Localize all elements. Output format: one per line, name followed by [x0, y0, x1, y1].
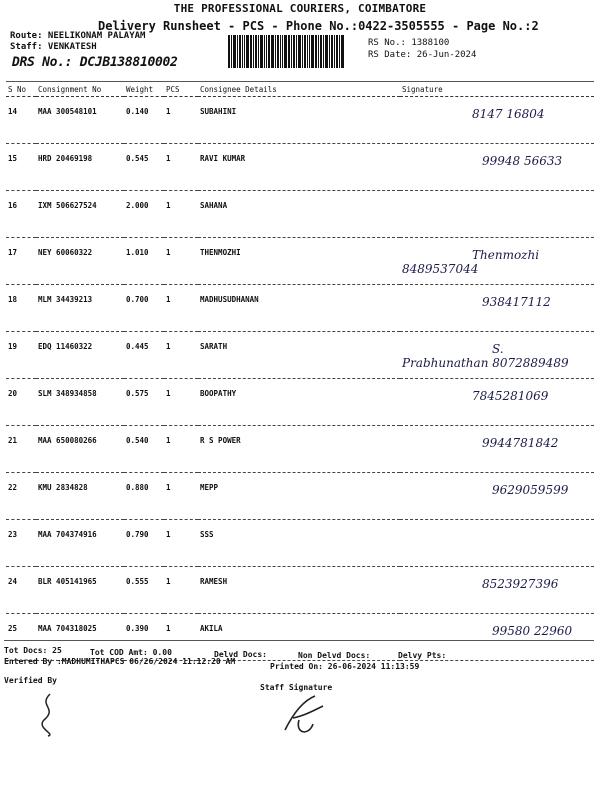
cell-consignee: MEPP — [198, 473, 400, 520]
cell-consignment: EDQ 11460322 — [36, 332, 124, 379]
table-row — [6, 97, 594, 144]
cell-signature — [400, 473, 594, 520]
handwritten-note: 99580 22960 — [492, 624, 573, 638]
cell-pcs: 1 — [164, 97, 198, 144]
cell-signature — [400, 567, 594, 614]
cell-signature — [400, 426, 594, 473]
rs-number: RS No.: 1388100 — [368, 38, 450, 48]
cell-sno: 20 — [6, 379, 36, 426]
non-delivered-docs: Non Delvd Docs: — [298, 651, 371, 660]
cell-pcs: 1 — [164, 332, 198, 379]
cell-consignee: AKILA — [198, 614, 400, 661]
col-consignment: Consignment No — [36, 82, 124, 97]
cell-weight: 0.555 — [124, 567, 164, 614]
cell-pcs: 1 — [164, 426, 198, 473]
staff-label: Staff: VENKATESH — [10, 42, 97, 52]
delivery-points: Delvy Pts: — [398, 651, 447, 660]
handwritten-note: 7845281069 — [472, 389, 549, 403]
verified-signature-mark — [30, 690, 70, 740]
table-row — [6, 285, 594, 332]
cell-consignment: NEY 60060322 — [36, 238, 124, 285]
route-label: Route: NEELIKONAM PALAYAM — [10, 31, 146, 41]
cell-sno: 14 — [6, 97, 36, 144]
cell-consignee: RAMESH — [198, 567, 400, 614]
cell-weight: 0.545 — [124, 144, 164, 191]
cell-sno: 21 — [6, 426, 36, 473]
table-row — [6, 426, 594, 473]
table-row — [6, 520, 594, 567]
cell-consignment: MAA 704318025 — [36, 614, 124, 661]
handwritten-note: S. Prabhunathan 8072889489 — [402, 342, 569, 370]
cell-weight: 0.790 — [124, 520, 164, 567]
delivered-docs: Delvd Docs: — [214, 650, 267, 659]
col-signature: Signature — [400, 82, 594, 97]
table-row — [6, 567, 594, 614]
handwritten-note: 99948 56633 — [482, 154, 563, 168]
cell-consignee: BOOPATHY — [198, 379, 400, 426]
total-docs: Tot Docs: 25 — [4, 646, 62, 655]
cell-sno: 15 — [6, 144, 36, 191]
cell-consignment: HRD 20469198 — [36, 144, 124, 191]
cell-consignment: MAA 650080266 — [36, 426, 124, 473]
cell-weight: 1.010 — [124, 238, 164, 285]
handwritten-note: 9629059599 — [492, 483, 569, 497]
handwritten-note: 8147 16804 — [472, 107, 545, 121]
cell-signature — [400, 332, 594, 379]
cell-weight: 0.445 — [124, 332, 164, 379]
cell-signature — [400, 191, 594, 238]
cell-consignee: R S POWER — [198, 426, 400, 473]
barcode-image — [228, 35, 361, 68]
cell-consignee: THENMOZHI — [198, 238, 400, 285]
table-header-row — [6, 82, 594, 97]
cell-consignment: IXM 506627524 — [36, 191, 124, 238]
cell-consignment: MAA 704374916 — [36, 520, 124, 567]
cell-weight: 0.700 — [124, 285, 164, 332]
cell-sno: 19 — [6, 332, 36, 379]
rs-date: RS Date: 26-Jun-2024 — [368, 50, 477, 60]
runsheet-table — [6, 81, 594, 661]
cell-signature — [400, 97, 594, 144]
staff-signature-label: Staff Signature — [260, 683, 333, 692]
handwritten-note: 9944781842 — [482, 436, 559, 450]
cell-signature — [400, 285, 594, 332]
cell-consignment: SLM 348934858 — [36, 379, 124, 426]
cell-signature — [400, 379, 594, 426]
cell-consignee: SUBAHINI — [198, 97, 400, 144]
cell-weight: 0.140 — [124, 97, 164, 144]
col-sno: S No — [6, 82, 36, 97]
cell-pcs: 1 — [164, 473, 198, 520]
cell-pcs: 1 — [164, 520, 198, 567]
cell-consignee: MADHUSUDHANAN — [198, 285, 400, 332]
drs-number: DRS No.: DCJB138810002 — [12, 55, 178, 70]
cell-pcs: 1 — [164, 144, 198, 191]
table-row — [6, 379, 594, 426]
cell-sno: 24 — [6, 567, 36, 614]
cell-signature — [400, 238, 594, 285]
total-cod-amount: Tot COD Amt: 0.00 — [90, 648, 172, 657]
printed-on: Printed On: 26-06-2024 11:13:59 — [270, 662, 420, 671]
verified-by-label: Verified By — [4, 676, 57, 685]
cell-sno: 23 — [6, 520, 36, 567]
cell-signature — [400, 144, 594, 191]
cell-weight: 2.000 — [124, 191, 164, 238]
cell-pcs: 1 — [164, 379, 198, 426]
cell-weight: 0.575 — [124, 379, 164, 426]
cell-consignment: BLR 405141965 — [36, 567, 124, 614]
cell-consignment: KMU 2834828 — [36, 473, 124, 520]
table-row — [6, 332, 594, 379]
cell-pcs: 1 — [164, 285, 198, 332]
cell-weight: 0.540 — [124, 426, 164, 473]
cell-pcs: 1 — [164, 567, 198, 614]
cell-sno: 22 — [6, 473, 36, 520]
cell-consignee: SSS — [198, 520, 400, 567]
staff-signature-mark — [275, 690, 335, 740]
col-pcs: PCS — [164, 82, 198, 97]
col-consignee: Consignee Details — [198, 82, 400, 97]
entered-by: Entered By :MADHUMITHAPCS 06/26/2024 11:12:20 AM — [4, 657, 236, 666]
cell-pcs: 1 — [164, 614, 198, 661]
table-row — [6, 191, 594, 238]
cell-sno: 18 — [6, 285, 36, 332]
cell-consignment: MLM 34439213 — [36, 285, 124, 332]
cell-sno: 16 — [6, 191, 36, 238]
document-subtitle: Delivery Runsheet - PCS - Phone No.:0422-3505555 - Page No.:2 — [98, 19, 539, 33]
cell-consignee: SARATH — [198, 332, 400, 379]
document-title: THE PROFESSIONAL COURIERS, COIMBATORE — [173, 2, 427, 15]
handwritten-note: Thenmozhi 8489537044 — [402, 248, 540, 276]
cell-consignment: MAA 300548101 — [36, 97, 124, 144]
cell-pcs: 1 — [164, 191, 198, 238]
footer-divider — [4, 640, 594, 641]
cell-signature — [400, 520, 594, 567]
cell-sno: 25 — [6, 614, 36, 661]
cell-consignee: RAVI KUMAR — [198, 144, 400, 191]
table-row — [6, 473, 594, 520]
cell-weight: 0.390 — [124, 614, 164, 661]
cell-consignee: SAHANA — [198, 191, 400, 238]
col-weight: Weight — [124, 82, 164, 97]
handwritten-note: 8523927396 — [482, 577, 559, 591]
cell-sno: 17 — [6, 238, 36, 285]
table-row — [6, 238, 594, 285]
cell-pcs: 1 — [164, 238, 198, 285]
cell-weight: 0.880 — [124, 473, 164, 520]
handwritten-note: 938417112 — [482, 295, 551, 309]
table-row — [6, 144, 594, 191]
